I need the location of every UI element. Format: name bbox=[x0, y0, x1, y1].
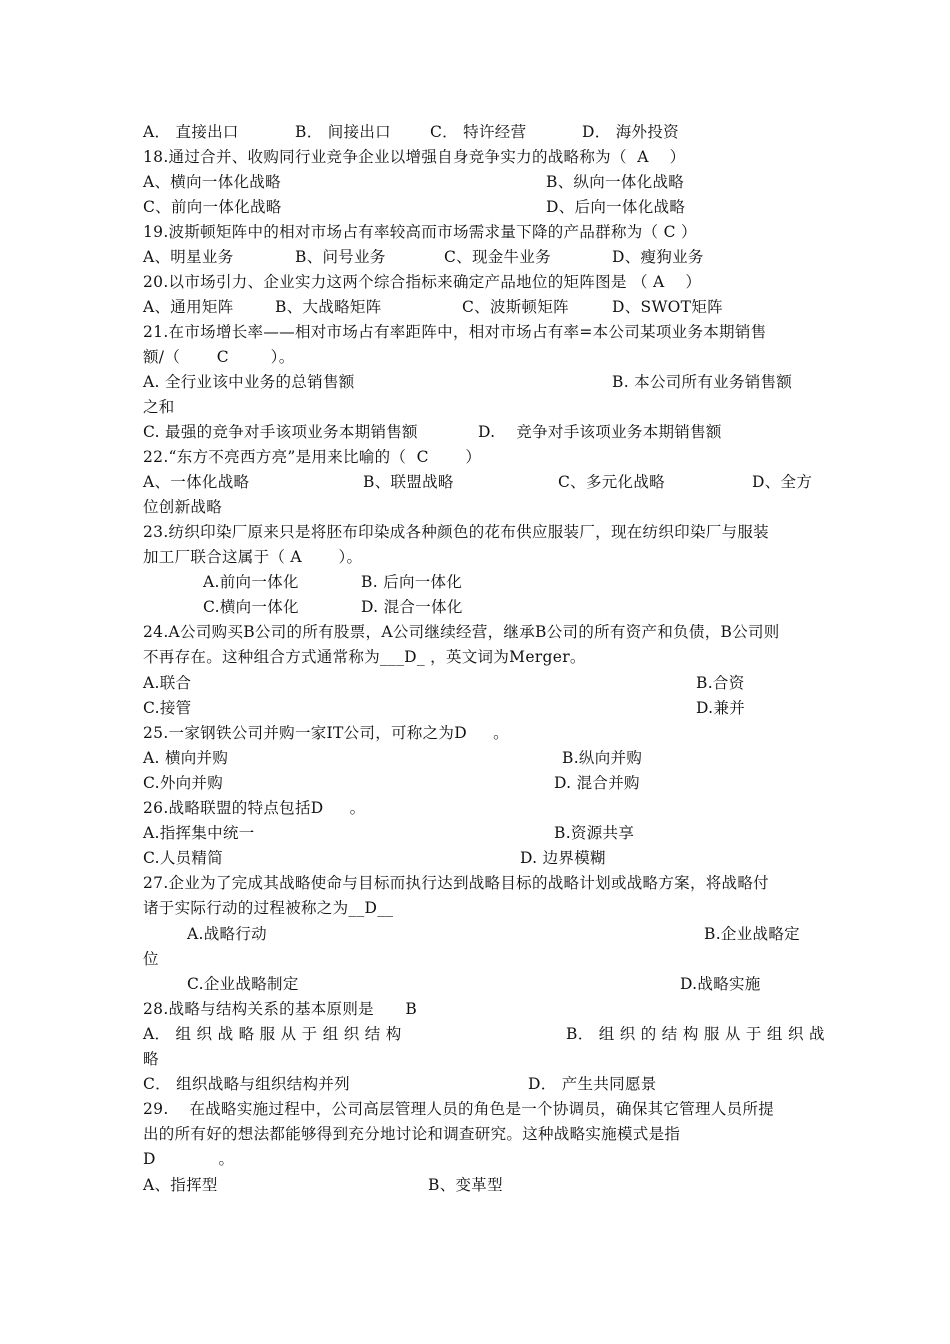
option-b: B.纵向并购 bbox=[562, 749, 643, 767]
option-a: A、明星业务 bbox=[143, 248, 234, 266]
option-c: C、波斯顿矩阵 bbox=[462, 298, 569, 316]
option-d: D、后向一体化战略 bbox=[546, 198, 686, 216]
option-b: B.资源共享 bbox=[554, 824, 635, 842]
question-22: 22.“东方不亮西方亮”是用来比喻的（ C ） bbox=[143, 448, 482, 466]
option-a: A.战略行动 bbox=[187, 925, 267, 943]
option-b-cont: 之和 bbox=[143, 398, 175, 416]
option-c: C、多元化战略 bbox=[558, 473, 665, 491]
option-c: C、现金牛业务 bbox=[444, 248, 551, 266]
question-26: 26.战略联盟的特点包括D 。 bbox=[143, 799, 366, 817]
option-d: D、全方 bbox=[752, 473, 813, 491]
option-d: D. 竞争对手该项业务本期销售额 bbox=[478, 423, 722, 441]
question-29-cont: 出的所有好的想法都能够得到充分地讨论和调查研究。这种战略实施模式是指 bbox=[143, 1125, 681, 1143]
question-19: 19.波斯顿矩阵中的相对市场占有率较高而市场需求量下降的产品群称为（ C ） bbox=[143, 223, 697, 241]
option-d-cont: 位创新战略 bbox=[143, 498, 223, 516]
question-25: 25.一家钢铁公司并购一家IT公司，可称之为D 。 bbox=[143, 724, 509, 742]
option-a: A、横向一体化战略 bbox=[143, 173, 281, 191]
question-24-cont: 不再存在。这种组合方式通常称为___D_ ，英文词为Merger。 bbox=[143, 648, 586, 666]
option-b-cont: 位 bbox=[143, 950, 159, 968]
option-b: B.合资 bbox=[696, 674, 745, 692]
option-b: B、问号业务 bbox=[295, 248, 386, 266]
question-29-answer: D 。 bbox=[143, 1150, 235, 1168]
option-d: D． 产生共同愿景 bbox=[528, 1075, 657, 1093]
option-b: B、纵向一体化战略 bbox=[546, 173, 685, 191]
question-27-cont: 诸于实际行动的过程被称之为__D__ bbox=[143, 899, 394, 917]
question-24: 24.A公司购买B公司的所有股票，A公司继续经营，继承B公司的所有资产和负债，B公司则 bbox=[143, 623, 780, 641]
option-b: B． 间接出口 bbox=[295, 123, 391, 141]
option-c: C、前向一体化战略 bbox=[143, 198, 282, 216]
option-a: A.前向一体化 bbox=[203, 573, 299, 591]
option-c: C.外向并购 bbox=[143, 774, 224, 792]
option-d: D. 边界模糊 bbox=[520, 849, 606, 867]
option-b: B． 组 织 的 结 构 服 从 于 组 织 战 bbox=[566, 1025, 825, 1043]
option-b: B. 本公司所有业务销售额 bbox=[612, 373, 793, 391]
option-d: D． 海外投资 bbox=[582, 123, 679, 141]
option-a: A、通用矩阵 bbox=[143, 298, 234, 316]
option-a: A. 横向并购 bbox=[143, 749, 229, 767]
question-29: 29. 在战略实施过程中，公司高层管理人员的角色是一个协调员，确保其它管理人员所提 bbox=[143, 1100, 775, 1118]
option-d: D.兼并 bbox=[696, 699, 746, 717]
option-c: C.人员精简 bbox=[143, 849, 224, 867]
option-a: A. 全行业该中业务的总销售额 bbox=[143, 373, 355, 391]
option-c: C.企业战略制定 bbox=[187, 975, 299, 993]
option-b-cont: 略 bbox=[143, 1050, 159, 1068]
question-28: 28.战略与结构关系的基本原则是 B bbox=[143, 1000, 418, 1018]
option-c: C.接管 bbox=[143, 699, 192, 717]
question-18: 18.通过合并、收购同行业竞争企业以增强自身竞争实力的战略称为（ A ） bbox=[143, 148, 686, 166]
question-21: 21.在市场增长率——相对市场占有率距阵中，相对市场占有率=本公司某项业务本期销售 bbox=[143, 323, 767, 341]
option-c: C. 最强的竞争对手该项业务本期销售额 bbox=[143, 423, 418, 441]
option-a: A． 组 织 战 略 服 从 于 组 织 结 构 bbox=[143, 1025, 402, 1043]
option-a: A.联合 bbox=[143, 674, 192, 692]
option-a: A.指挥集中统一 bbox=[143, 824, 255, 842]
option-b: B. 后向一体化 bbox=[361, 573, 463, 591]
option-a: A． 直接出口 bbox=[143, 123, 239, 141]
option-b: B、大战略矩阵 bbox=[275, 298, 382, 316]
question-27: 27.企业为了完成其战略使命与目标而执行达到战略目标的战略计划或战略方案，将战略付 bbox=[143, 874, 769, 892]
option-c: C． 特许经营 bbox=[430, 123, 527, 141]
option-c: C． 组织战略与组织结构并列 bbox=[143, 1075, 350, 1093]
question-23-cont: 加工厂联合这属于（ A ）。 bbox=[143, 548, 363, 566]
option-b: B、变革型 bbox=[428, 1176, 503, 1194]
option-c: C.横向一体化 bbox=[203, 598, 299, 616]
option-a: A、一体化战略 bbox=[143, 473, 250, 491]
question-23: 23.纺织印染厂原来只是将胚布印染成各种颜色的花布供应服装厂，现在纺织印染厂与服装 bbox=[143, 523, 769, 541]
question-20: 20.以市场引力、企业实力这两个综合指标来确定产品地位的矩阵图是 （ A ） bbox=[143, 273, 702, 291]
option-d: D. 混合并购 bbox=[554, 774, 640, 792]
option-d: D、瘦狗业务 bbox=[612, 248, 704, 266]
option-d: D、SWOT矩阵 bbox=[612, 298, 723, 316]
question-21-cont: 额/（ C ）。 bbox=[143, 348, 295, 366]
option-a: A、指挥型 bbox=[143, 1176, 218, 1194]
option-b: B.企业战略定 bbox=[704, 925, 800, 943]
option-b: B、联盟战略 bbox=[363, 473, 454, 491]
option-d: D. 混合一体化 bbox=[361, 598, 463, 616]
option-d: D.战略实施 bbox=[680, 975, 761, 993]
